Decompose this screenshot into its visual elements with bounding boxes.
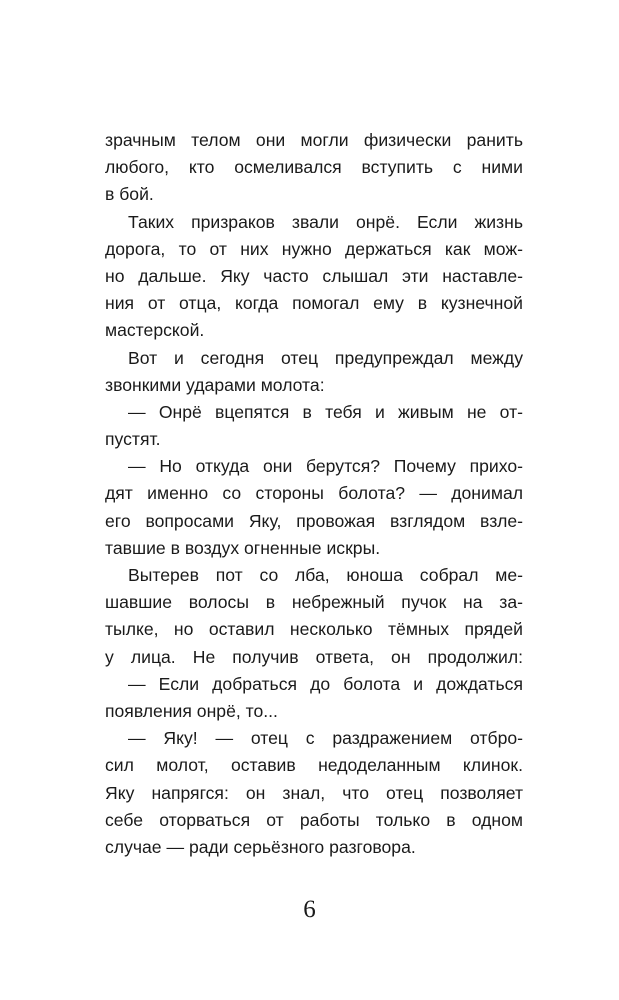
text-line: сил молот, оставив недоделанным клинок. bbox=[105, 755, 523, 776]
text-line: — Но откуда они берутся? Почему прихо- bbox=[128, 456, 523, 477]
text-line: Вытерев пот со лба, юноша собрал ме- bbox=[128, 565, 523, 585]
text-line: любого, кто осмеливался вступить с ними bbox=[105, 157, 523, 178]
text-line: — Яку! — отец с раздражением отбро- bbox=[128, 728, 523, 749]
text-line: его вопросами Яку, провожая взглядом взле- bbox=[105, 510, 523, 531]
text-line: Таких призраков звали онрё. Если жизнь bbox=[128, 211, 523, 232]
text-line: пустят. bbox=[105, 429, 161, 450]
text-line: дорога, то от них нужно держаться как мож- bbox=[105, 238, 523, 259]
text-line: — Онрё вцепятся в тебя и живым не от- bbox=[128, 401, 523, 422]
text-line: тавшие в воздух огненные искры. bbox=[105, 537, 381, 558]
text-line: — Если добраться до болота и дождаться bbox=[128, 673, 523, 694]
text-line: в бой. bbox=[105, 184, 154, 205]
text-line: Вот и сегодня отец предупреждал между bbox=[128, 347, 523, 368]
text-line: зрачным телом они могли физически ранить bbox=[105, 130, 523, 150]
page-number: 6 bbox=[303, 896, 316, 923]
text-line: но дальше. Яку часто слышал эти наставле- bbox=[105, 265, 523, 286]
body-text bbox=[105, 127, 523, 861]
text-line: себе оторваться от работы только в одном bbox=[105, 809, 523, 830]
text-line: мастерской. bbox=[105, 320, 205, 341]
text-line: тылке, но оставил несколько тёмных прядей bbox=[105, 619, 523, 640]
text-line: звонкими ударами молота: bbox=[105, 374, 325, 395]
text-line: Яку напрягся: он знал, что отец позволяет bbox=[105, 782, 523, 803]
text-line: у лица. Не получив ответа, он продолжил: bbox=[105, 646, 523, 667]
text-line: шавшие волосы в небрежный пучок на за- bbox=[105, 592, 523, 613]
text-line: случае — ради серьёзного разговора. bbox=[105, 836, 416, 857]
text-line: ния от отца, когда помогал ему в кузнечной bbox=[105, 293, 523, 314]
text-line: дят именно со стороны болота? — донимал bbox=[105, 483, 523, 504]
text-line: появления онрё, то... bbox=[105, 700, 278, 721]
